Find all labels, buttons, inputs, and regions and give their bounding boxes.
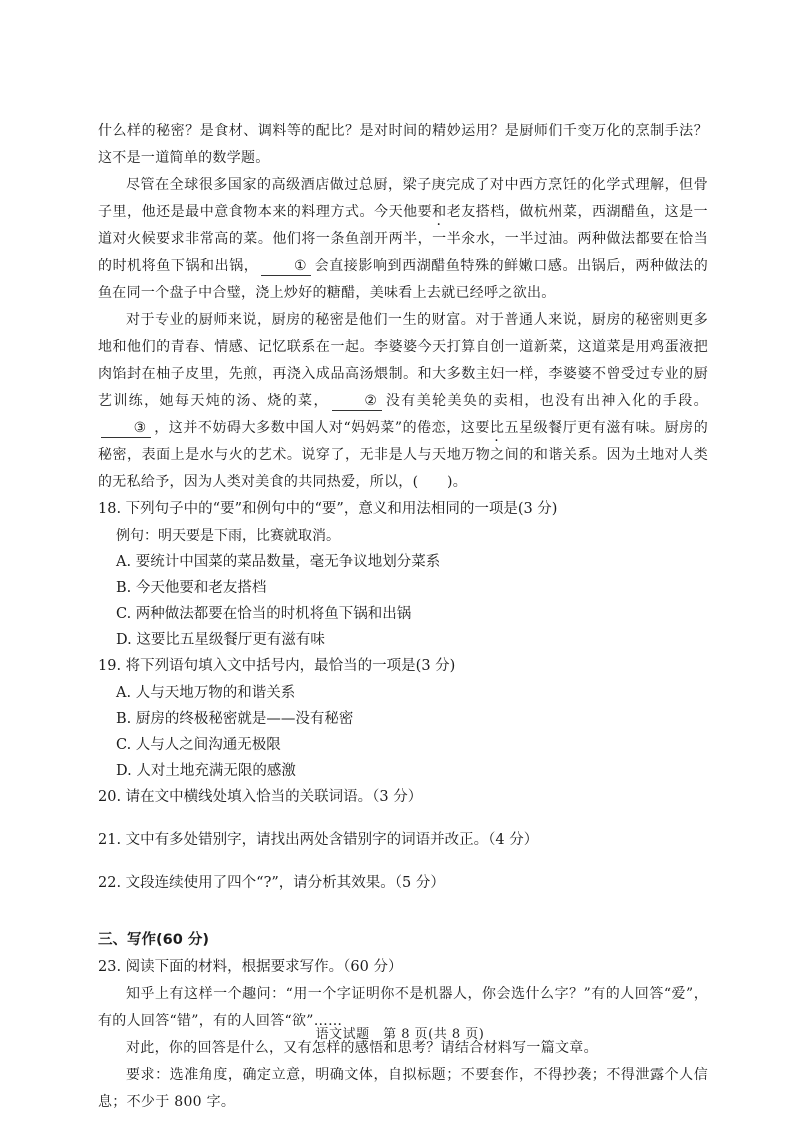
question-19-option-c: C. 人与人之间沟通无极限 (116, 737, 281, 753)
question-23-prompt: 对此，你的回答是什么，又有怎样的感悟和思考？请结合材料写一篇文章。 (126, 1040, 598, 1056)
answer-space (98, 854, 708, 870)
passage-paragraph-1: 什么样的秘密？是食材、调料等的配比？是对时间的精妙运用？是厨师们千变万化的烹制手法？这不是一道简单的数学题。 (98, 123, 708, 166)
question-18-option-c: C. 两种做法都要在恰当的时机将鱼下锅和出锅 (116, 606, 412, 622)
blank-3: ③ (101, 419, 151, 438)
question-19-stem: 19. 将下列语句填入文中括号内，最恰当的一项是(3 分) (98, 658, 456, 674)
question-23-requirements: 要求：选准角度，确定立意，明确文体，自拟标题；不要套作，不得抄袭；不得泄露个人信息；不少于 800 字。 (98, 1067, 708, 1110)
passage-paragraph-3: 对于专业的厨师来说，厨房的秘密是他们一生的财富。对于普通人来说，厨房的秘密则更多地和他们的青春、情感、记忆联系在一起。李婆婆今天打算自创一道新菜，这道菜是用鸡蛋液把肉馅封在柚子皮里，先煎，再浇入成品高汤煨制。和大多数主妇一样，李婆婆不曾受过专业的厨艺训练，她每天炖的汤、烧的菜， ② 没有美轮美奂的卖相，也没有出神入化的手段。③ ，这并不妨碍大多数中国人对“妈妈菜”的倦恋，这要比五星级餐厅更有滋有味。厨房的秘密，表面上是水与火的艺术。说穿了，无非是人与天地万物之间的和谐关系。因为土地对人类的无私给予，因为人类对美食的共同热爱，所以，( )。 (98, 312, 708, 490)
question-23-stem: 23. 阅读下面的材料，根据要求写作。（60 分） (98, 959, 403, 975)
answer-space (98, 897, 708, 927)
dotted-char: 要 (475, 420, 490, 436)
question-18-stem: 18. 下列句子中的“要”和例句中的“要”，意义和用法相同的一项是(3 分) (98, 501, 558, 517)
question-19-option-a: A. 人与天地万物的和谐关系 (116, 685, 296, 701)
answer-space (98, 811, 708, 827)
question-21: 21. 文中有多处错别字，请找出两处含错别字的词语并改正。（4 分） (98, 832, 539, 848)
question-18-example: 例句：明天要是下雨，比赛就取消。 (116, 528, 340, 544)
question-18-option-b: B. 今天他要和老友搭档 (116, 580, 267, 596)
passage-paragraph-2: 尽管在全球很多国家的高级酒店做过总厨，梁子庚完成了对中西方烹饪的化学式理解，但骨子里，他还是最中意食物本来的料理方式。今天他要和老友搭档，做杭州菜，西湖醋鱼，这是一道对火候要求非常高的菜。他们将一条鱼剖开两半，一半氽水，一半过油。两种做法都要在恰当的时机将鱼下锅和出锅， ① 会直接影响到西湖醋鱼特殊的鲜嫩口感。出锅后，两种做法的鱼在同一个盘子中合璧，浇上炒好的糖醋，美味看上去就已经呼之欲出。 (98, 177, 708, 301)
blank-1: ① (261, 257, 311, 276)
blank-2: ② (332, 392, 382, 411)
question-19-option-d: D. 人对土地充满无限的感激 (116, 763, 296, 779)
exam-page (98, 118, 708, 1116)
question-19-option-b: B. 厨房的终极秘密就是——没有秘密 (116, 711, 354, 727)
question-18-option-d: D. 这要比五星级餐厅更有滋有味 (116, 632, 325, 648)
question-18-option-a: A. 要统计中国菜的菜品数量，毫无争议地划分菜系 (116, 554, 441, 570)
question-22: 22. 文段连续使用了四个“?”，请分析其效果。（5 分） (98, 875, 445, 891)
question-23-material: 知乎上有这样一个趣问：“用一个字证明你不是机器人，你会选什么字？”有的人回答“爱”，有的人回答“错”，有的人回答“欲”…… (98, 986, 708, 1029)
page-footer: 语文试题 第 8 页(共 8 页) (315, 1027, 485, 1042)
dotted-char: 要 (417, 204, 433, 220)
section-heading-writing: 三、写作(60 分) (98, 932, 209, 948)
question-20: 20. 请在文中横线处填入恰当的关联词语。（3 分） (98, 789, 423, 805)
